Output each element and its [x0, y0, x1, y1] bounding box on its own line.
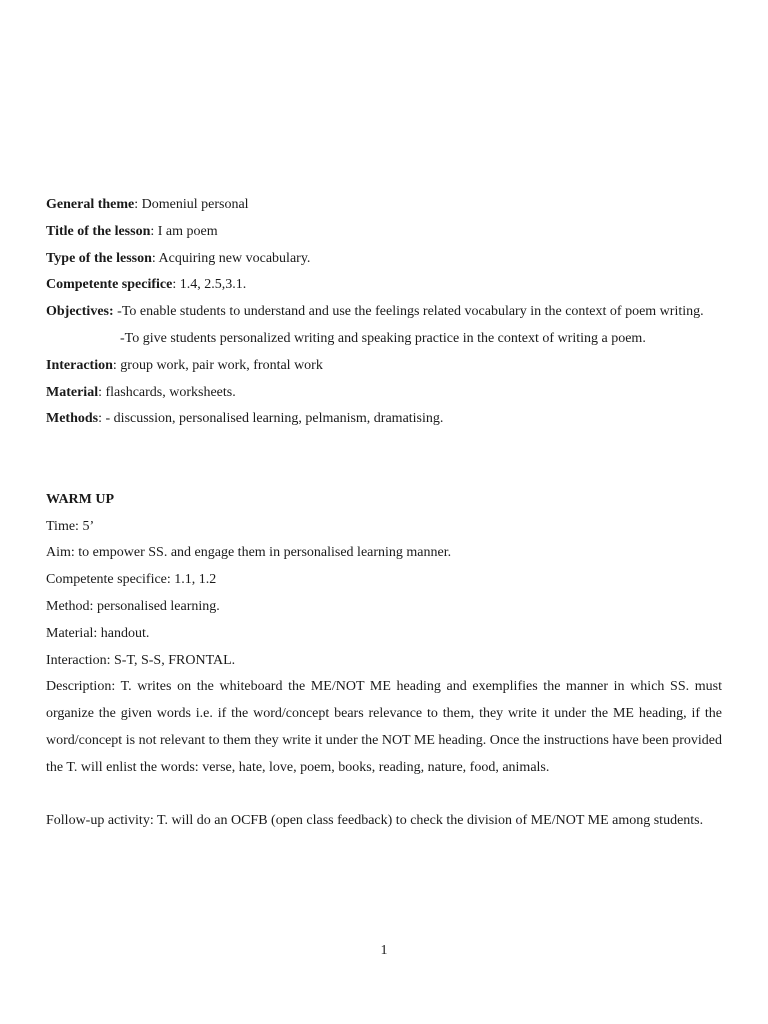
objectives-label: Objectives: [46, 304, 114, 320]
competente-label: Competente specifice [46, 277, 173, 293]
lesson-title-value: : I am poem [150, 223, 218, 239]
lesson-type-label: Type of the lesson [46, 250, 152, 266]
methods-line [46, 406, 722, 433]
page-number: 1 [380, 943, 388, 958]
material-line [46, 380, 722, 407]
warm-up-aim: Aim: to empower SS. and engage them in personalised learning manner. [46, 545, 452, 561]
warm-up-heading [46, 487, 722, 514]
warm-up-interaction: Interaction: S-T, S-S, FRONTAL. [46, 652, 236, 668]
interaction-value: : group work, pair work, frontal work [112, 357, 323, 373]
section-gap [46, 433, 722, 487]
objectives-value-2: -To give students personalized writing and speaking practice in the context of writing a poem. [120, 330, 646, 346]
warm-up-description: Description: T. writes on the whiteboard the ME/NOT ME heading and exemplifies the manner in which SS. must organize the given words i.e. if the word/concept bears relevance to them, they write it under the ME heading, if the word/concept is not relevant to them they write it under the NOT ME heading. Once the instructions have been provided the T. will enlist the words: verse, hate, love, poem, books, reading, nature, food, animals. [46, 679, 722, 775]
general-theme-value: : Domeniul personal [134, 197, 249, 212]
general-theme-line [46, 192, 722, 219]
warm-up-material: Material: handout. [46, 625, 150, 641]
lesson-type-line [46, 246, 722, 273]
methods-label: Methods [46, 411, 99, 427]
warm-up-time: Time: 5’ [46, 518, 95, 534]
objectives-line-2 [46, 326, 722, 353]
warm-up-method: Method: personalised learning. [46, 598, 220, 614]
material-value: : flashcards, worksheets. [98, 384, 236, 400]
warm-up-follow-up: Follow-up activity: T. will do an OCFB (open class feedback) to check the division of ME/NOT ME among students. [46, 813, 704, 829]
lesson-title-line [46, 219, 722, 246]
interaction-label: Interaction [46, 357, 113, 373]
competente-value: : 1.4, 2.5,3.1. [172, 277, 247, 293]
material-label: Material [46, 384, 99, 400]
objectives-value-1: -To enable students to understand and use the feelings related vocabulary in the context of poem writing. [113, 304, 704, 320]
interaction-line [46, 353, 722, 380]
methods-value: : - discussion, personalised learning, pelmanism, dramatising. [98, 411, 444, 427]
competente-line [46, 272, 722, 299]
general-theme-label: General theme [46, 197, 135, 212]
document-page [46, 192, 722, 835]
lesson-type-value: : Acquiring new vocabulary. [151, 250, 311, 266]
warm-up-heading-text: WARM UP [46, 491, 115, 507]
warm-up-competente: Competente specifice: 1.1, 1.2 [46, 572, 217, 588]
paragraph-gap [46, 782, 722, 809]
objectives-paragraph [46, 299, 722, 326]
lesson-title-label: Title of the lesson [46, 223, 151, 239]
